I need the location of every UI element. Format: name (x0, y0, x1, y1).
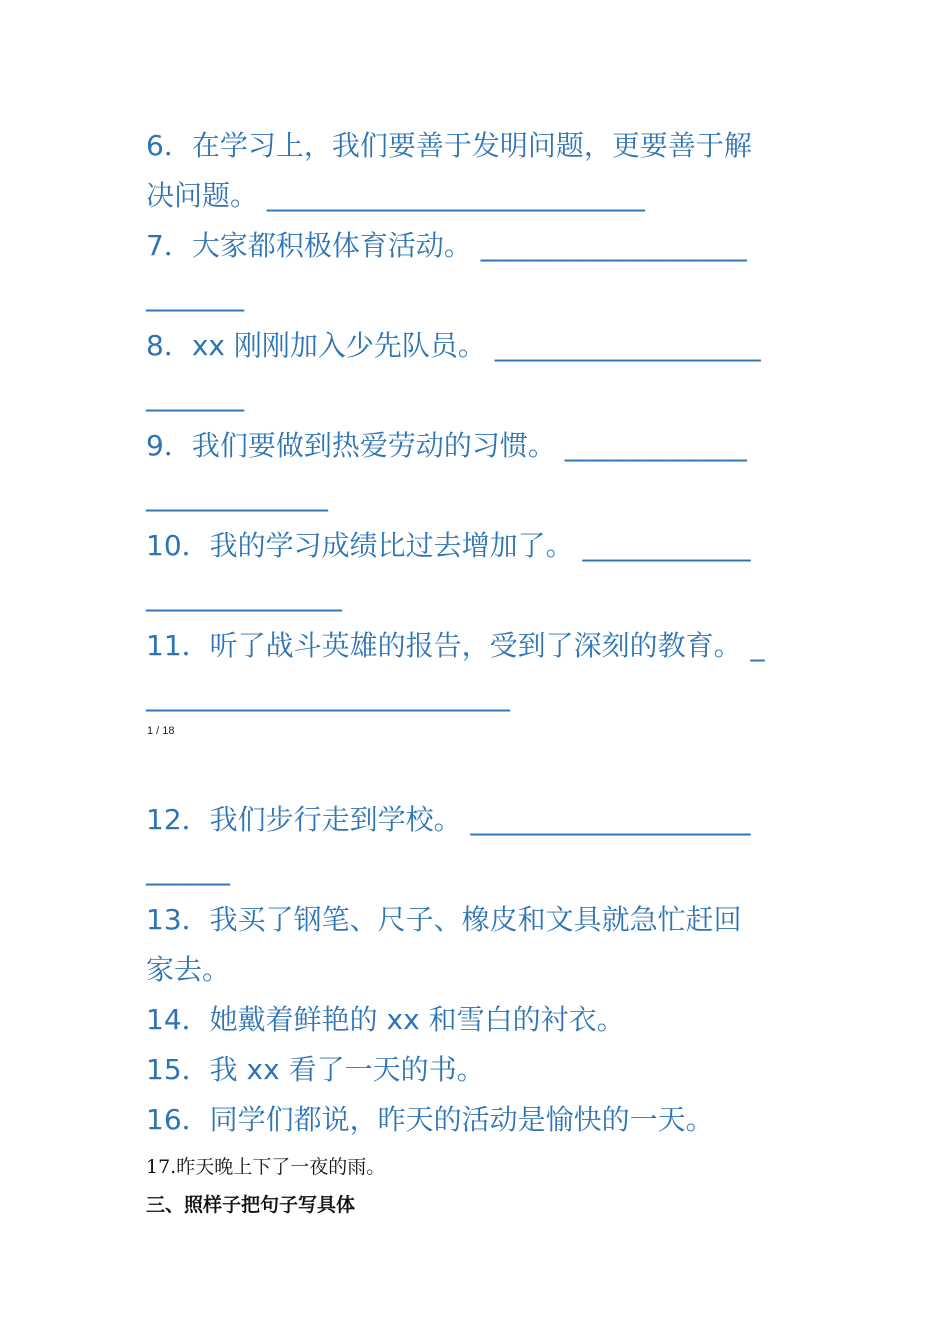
q16-line: 16．同学们都说，昨天的活动是愉快的一天。 (146, 1103, 714, 1136)
q7-line2: _______ (146, 279, 244, 312)
page-number: 1 / 18 (147, 725, 175, 737)
q10-line1: 10．我的学习成绩比过去增加了。 ____________ (146, 529, 751, 562)
q6-line2: 决问题。 ___________________________ (146, 179, 645, 212)
q12-line2: ______ (146, 853, 230, 886)
q8-line1: 8．xx 刚刚加入少先队员。 ___________________ (146, 329, 761, 362)
q9-line2: _____________ (146, 479, 328, 512)
q12-line1: 12．我们步行走到学校。 ____________________ (146, 803, 751, 836)
q10-line2: ______________ (146, 579, 342, 612)
q17-line: 17.昨天晚上下了一夜的雨。 (146, 1156, 386, 1178)
q11-line1: 11．听了战斗英雄的报告，受到了深刻的教育。 _ (146, 629, 765, 662)
q9-line1: 9．我们要做到热爱劳动的习惯。 _____________ (146, 429, 747, 462)
q8-line2: _______ (146, 379, 244, 412)
q15-line: 15．我 xx 看了一天的书。 (146, 1053, 485, 1086)
q14-line: 14．她戴着鲜艳的 xx 和雪白的衬衣。 (146, 1003, 625, 1036)
q7-line1: 7．大家都积极体育活动。 ___________________ (146, 229, 747, 262)
q13-line2: 家去。 (146, 953, 231, 986)
q6-line1: 6．在学习上，我们要善于发明问题，更要善于解 (146, 129, 752, 162)
section-heading: 三、照样子把句子写具体 (146, 1194, 356, 1216)
q13-line1: 13．我买了钢笔、尺子、橡皮和文具就急忙赶回 (146, 903, 742, 936)
q11-line2: __________________________ (146, 679, 510, 712)
